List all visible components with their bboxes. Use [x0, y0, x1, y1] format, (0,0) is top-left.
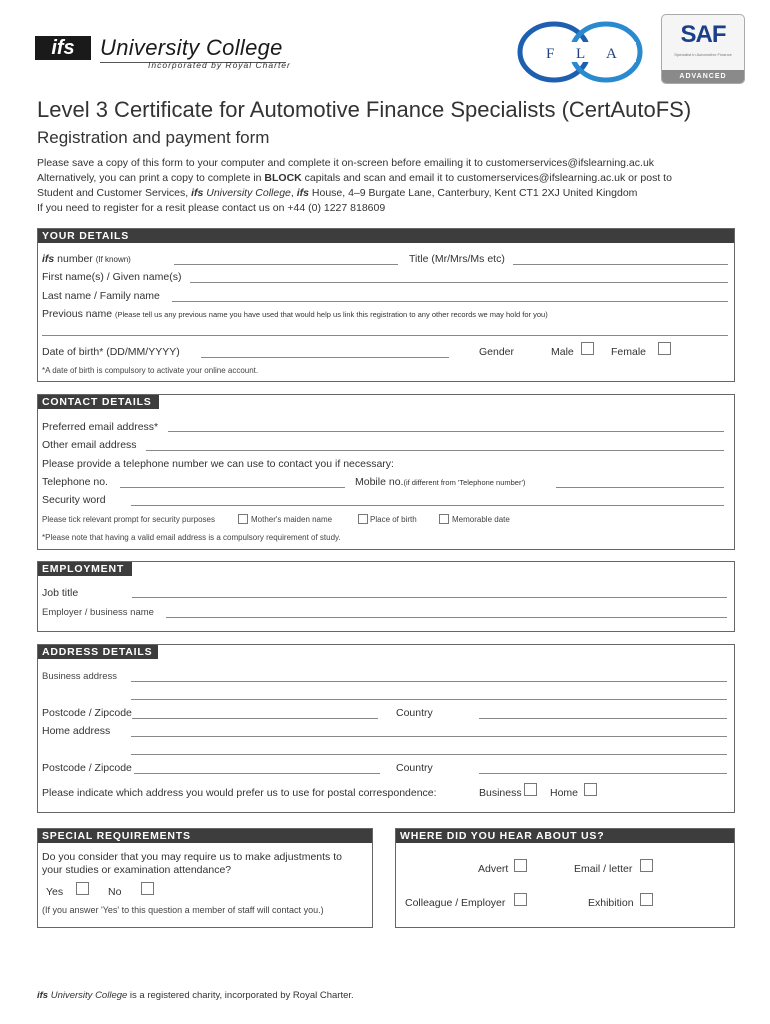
- memorable-date-label: Memorable date: [452, 515, 510, 524]
- telephone-field[interactable]: [120, 487, 345, 488]
- special-note: (If you answer 'Yes' to this question a member of staff will contact you.): [42, 905, 324, 915]
- fla-letter: F: [546, 46, 555, 62]
- your-details-section: [37, 228, 735, 382]
- section-heading: CONTACT DETAILS: [38, 395, 159, 409]
- saf-level: ADVANCED: [662, 70, 744, 83]
- advert-checkbox[interactable]: [514, 859, 527, 872]
- colleague-checkbox[interactable]: [514, 893, 527, 906]
- telephone-label: Telephone no.: [42, 476, 108, 488]
- other-email-label: Other email address: [42, 439, 137, 451]
- gender-label: Gender: [479, 346, 515, 358]
- postcode2-label: Postcode / Zipcode: [42, 762, 132, 774]
- phone-prompt: Please provide a telephone number we can use to contact you if necessary:: [42, 458, 394, 470]
- yes-checkbox[interactable]: [76, 882, 89, 895]
- security-word-label: Security word: [42, 494, 106, 506]
- home-checkbox[interactable]: [584, 783, 597, 796]
- place-of-birth-label: Place of birth: [370, 515, 417, 524]
- special-question-line2: your studies or examination attendance?: [42, 864, 232, 876]
- special-question: Do you consider that you may require us to make adjustments to: [42, 851, 342, 863]
- last-name-field[interactable]: [172, 301, 728, 302]
- mobile-field[interactable]: [556, 487, 724, 488]
- fla-letter: A: [606, 46, 617, 62]
- country2-label: Country: [396, 762, 433, 774]
- female-label: Female: [611, 346, 647, 358]
- business-address-line1[interactable]: [131, 681, 727, 682]
- exhibition-label: Exhibition: [588, 897, 634, 909]
- male-checkbox[interactable]: [581, 342, 594, 355]
- other-email-field[interactable]: [146, 450, 724, 451]
- title-label: Title (Mr/Mrs/Ms etc): [409, 253, 505, 265]
- first-name-label: First name(s) / Given name(s): [42, 271, 182, 283]
- business-address-label: Business address: [42, 671, 117, 682]
- address-details-section: [37, 644, 735, 813]
- memorable-date-checkbox[interactable]: [439, 514, 449, 524]
- preference-label: Please indicate which address you would prefer us to use for postal correspondence:: [42, 787, 437, 799]
- postcode-field[interactable]: [132, 718, 378, 719]
- employer-label: Employer / business name: [42, 607, 154, 618]
- female-checkbox[interactable]: [658, 342, 671, 355]
- college-name: University College: [100, 35, 283, 60]
- home-address-line1[interactable]: [131, 736, 727, 737]
- intro-text: [37, 156, 672, 216]
- yes-label: Yes: [46, 886, 64, 898]
- intro-line: Please save a copy of this form to your computer and complete it on-screen before emailing it to customerservices@ifslearning.ac.uk: [37, 157, 655, 169]
- colleague-label: Colleague / Employer: [405, 897, 506, 909]
- dob-label: Date of birth* (DD/MM/YYYY): [42, 346, 180, 358]
- job-title-label: Job title: [42, 587, 79, 599]
- no-checkbox[interactable]: [141, 882, 154, 895]
- male-label: Male: [551, 346, 574, 358]
- page-title: Level 3 Certificate for Automotive Finance Specialists (CertAutoFS): [37, 97, 692, 122]
- fla-letter: L: [576, 46, 586, 62]
- saf-logo: [661, 14, 745, 84]
- contact-details-section: [37, 394, 735, 550]
- home-address-label: Home address: [42, 725, 111, 737]
- section-heading: SPECIAL REQUIREMENTS: [38, 829, 372, 843]
- email-letter-label: Email / letter: [574, 863, 633, 875]
- page-subtitle: Registration and payment form: [37, 128, 270, 147]
- section-heading: YOUR DETAILS: [38, 229, 734, 243]
- section-heading: EMPLOYMENT: [38, 562, 132, 576]
- mobile-label: Mobile no.(if different from 'Telephone number'): [355, 476, 526, 488]
- ifs-logo: ifs: [35, 36, 91, 60]
- exhibition-checkbox[interactable]: [640, 893, 653, 906]
- email-note: *Please note that having a valid email address is a compulsory requirement of study.: [42, 533, 341, 542]
- job-title-field[interactable]: [132, 597, 727, 598]
- saf-logo-small: Specialist in Automotive Finance: [674, 52, 732, 57]
- previous-name-field[interactable]: [42, 335, 728, 336]
- postcode-label: Postcode / Zipcode: [42, 707, 132, 719]
- dob-note: *A date of birth is compulsory to activate your online account.: [42, 366, 259, 375]
- saf-logo-text: SAF: [680, 21, 726, 48]
- previous-name-label: Previous name (Please tell us any previous name you have used that would help us link this registration to any other records we may hold for you): [42, 308, 548, 320]
- section-heading: ADDRESS DETAILS: [38, 645, 158, 659]
- ifs-number-label: ifs number (If known): [42, 253, 131, 265]
- hear-about-us-section: [395, 828, 735, 928]
- advert-label: Advert: [478, 863, 509, 875]
- place-of-birth-checkbox[interactable]: [358, 514, 368, 524]
- country2-field[interactable]: [479, 773, 727, 774]
- country-field[interactable]: [479, 718, 727, 719]
- maiden-name-checkbox[interactable]: [238, 514, 248, 524]
- country-label: Country: [396, 707, 433, 719]
- home-address-line2[interactable]: [131, 754, 727, 755]
- security-prompt: Please tick relevant prompt for security purposes: [42, 515, 215, 524]
- footer-text: ifs University College is a registered charity, incorporated by Royal Charter.: [37, 990, 354, 1001]
- business-address-line2[interactable]: [131, 699, 727, 700]
- intro-line: Alternatively, you can print a copy to complete in BLOCK capitals and scan and email it to customerservices@ifslearning.ac.uk or post to: [37, 172, 672, 184]
- first-name-field[interactable]: [190, 282, 728, 283]
- intro-line: Student and Customer Services, ifs University College, ifs House, 4–9 Burgate Lane, Canterbury, Kent CT1 2XJ United Kingdom: [37, 187, 638, 199]
- fla-logo: [516, 16, 646, 88]
- email-letter-checkbox[interactable]: [640, 859, 653, 872]
- special-requirements-section: [37, 828, 373, 928]
- ifs-number-field[interactable]: [174, 264, 398, 265]
- home-option-label: Home: [550, 787, 579, 799]
- preferred-email-label: Preferred email address*: [42, 421, 159, 433]
- business-checkbox[interactable]: [524, 783, 537, 796]
- no-label: No: [108, 886, 122, 898]
- section-heading: WHERE DID YOU HEAR ABOUT US?: [396, 829, 734, 843]
- title-field[interactable]: [513, 264, 728, 265]
- security-word-field[interactable]: [131, 505, 724, 506]
- preferred-email-field[interactable]: [168, 431, 724, 432]
- employer-field[interactable]: [166, 617, 727, 618]
- postcode2-field[interactable]: [134, 773, 380, 774]
- dob-field[interactable]: [201, 357, 449, 358]
- employment-section: [37, 561, 735, 632]
- last-name-label: Last name / Family name: [42, 290, 160, 302]
- business-option-label: Business: [479, 787, 522, 799]
- royal-charter-text: Incorporated by Royal Charter: [148, 60, 291, 70]
- intro-line: If you need to register for a resit please contact us on +44 (0) 1227 818609: [37, 202, 386, 214]
- maiden-name-label: Mother's maiden name: [251, 515, 333, 524]
